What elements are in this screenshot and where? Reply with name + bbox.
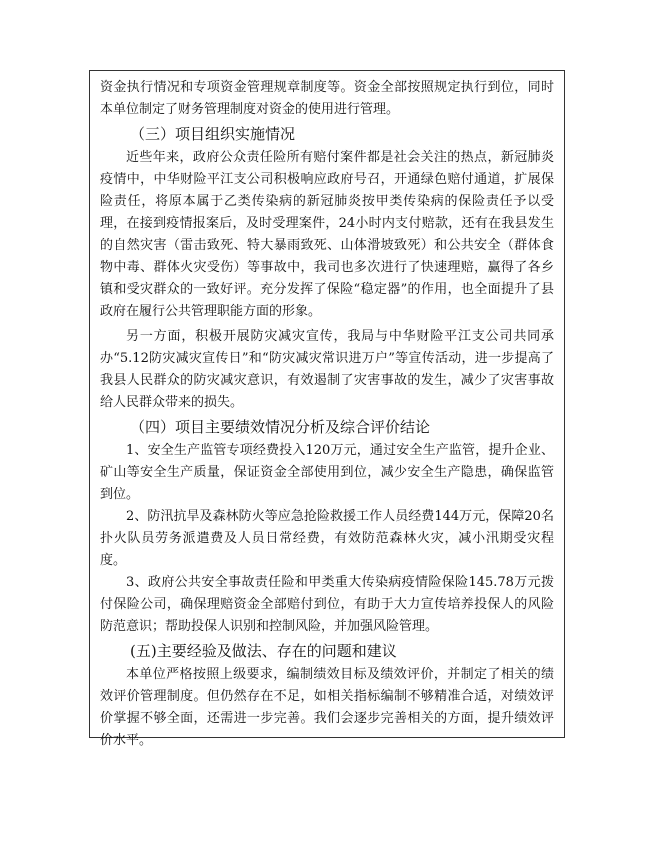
report-table-frame bbox=[89, 70, 565, 748]
section-heading-3: （三）项目组织实施情况 bbox=[130, 125, 296, 143]
section-4-paragraph-2: 2、防汛抗旱及森林防火等应急抢险救援工作人员经费144万元，保障20名扑火队员劳务派遣费及人员日常经费，有效防范森林火灾，减小汛期受灾程度。 bbox=[100, 509, 554, 568]
section-3-paragraph-1: 近些年来，政府公众责任险所有赔付案件都是社会关注的热点，新冠肺炎疫情中，中华财险平江支公司积极响应政府号召，开通绿色赔付通道，扩展保险责任，将原本属于乙类传染病的新冠肺炎按甲类传染病的保险责任予以受理，在接到疫情报案后，及时受理案件，24小时内支付赔款，还有在我县发生的自然灾害（雷击致死、特大暴雨致死、山体滑坡致死）和公共安全（群体食物中毒、群体火灾受伤）等事故中，我司也多次进行了快速理赔，赢得了各乡镇和受灾群众的一致好评。充分发挥了保险“稳定器”的作用，也全面提升了县政府在履行公共管理职能方面的形象。 bbox=[100, 150, 554, 319]
section-heading-5: (五)主要经验及做法、存在的问题和建议 bbox=[130, 642, 397, 660]
continuation-paragraph: 资金执行情况和专项资金管理规章制度等。资金全部按照规定执行到位，同时本单位制定了财务管理制度对资金的使用进行管理。 bbox=[100, 80, 554, 117]
report-content bbox=[100, 77, 554, 752]
section-4-paragraph-3: 3、政府公共安全事故责任险和甲类重大传染病疫情险保险145.78万元拨付保险公司，确保理赔资金全部赔付到位，有助于大力宣传培养投保人的风险防范意识；帮助投保人识别和控制风险，并加强风险管理。 bbox=[100, 575, 554, 634]
section-5-paragraph-1: 本单位严格按照上级要求，编制绩效目标及绩效评价，并制定了相关的绩效评价管理制度。但仍然存在不足，如相关指标编制不够精准合适，对绩效评价掌握不够全面，还需进一步完善。我们会逐步完善相关的方面，提升绩效评价水平。 bbox=[100, 667, 554, 748]
section-heading-4: （四）项目主要绩效情况分析及综合评价结论 bbox=[130, 418, 431, 436]
section-4-paragraph-1: 1、安全生产监管专项经费投入120万元，通过安全生产监管，提升企业、矿山等安全生产质量，保证资金全部使用到位，减少安全生产隐患，确保监管到位。 bbox=[100, 443, 554, 502]
section-3-paragraph-2: 另一方面，积极开展防灾减灾宣传，我局与中华财险平江支公司共同承办“5.12防灾减灾宣传日”和“防灾减灾常识进万户”等宣传活动，进一步提高了我县人民群众的防灾减灾意识，有效遏制了灾害事故的发生，减少了灾害事故给人民群众带来的损失。 bbox=[100, 329, 554, 410]
